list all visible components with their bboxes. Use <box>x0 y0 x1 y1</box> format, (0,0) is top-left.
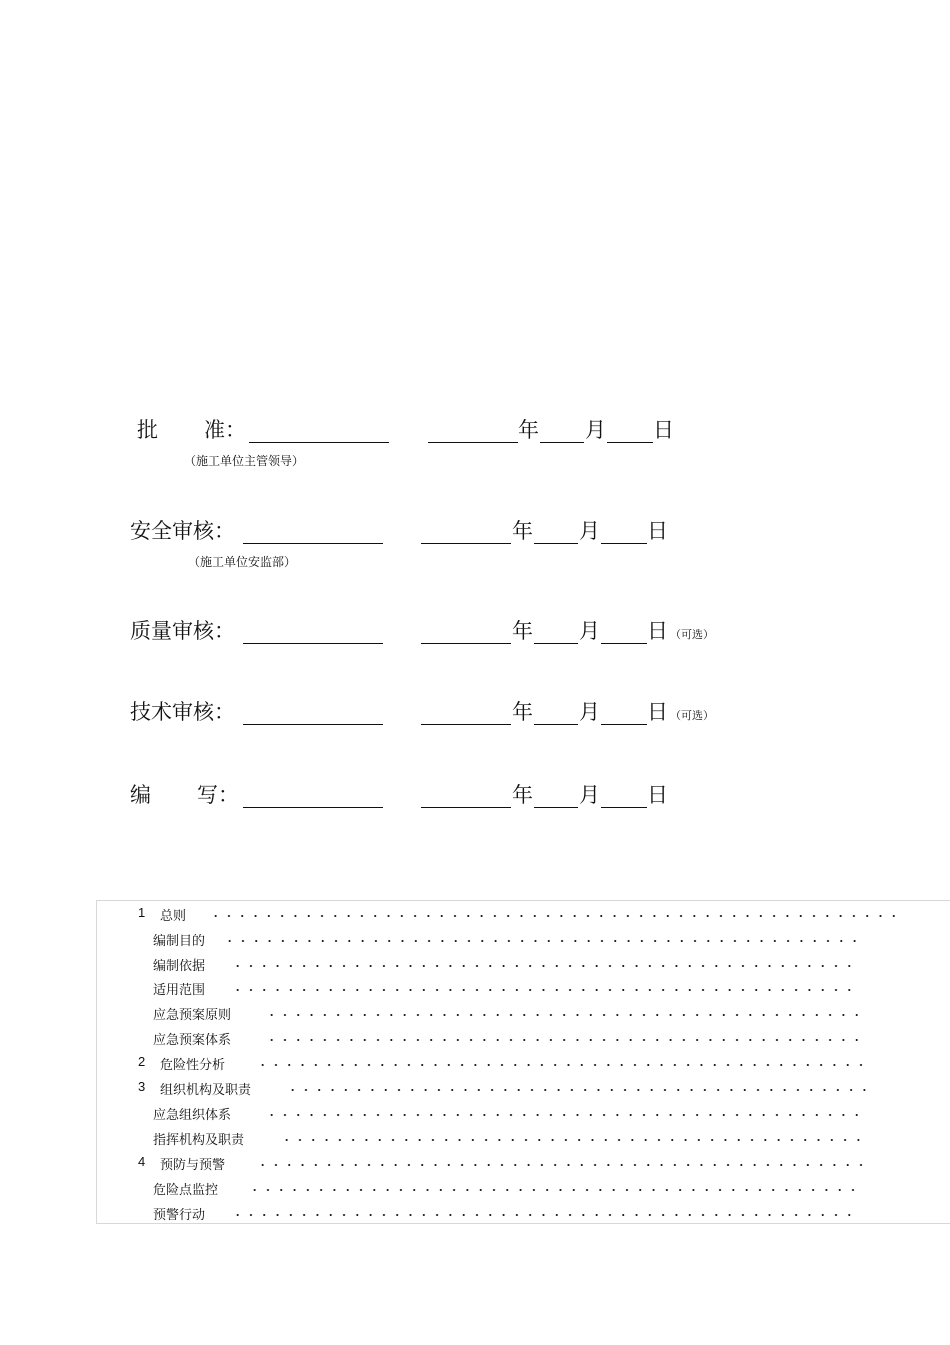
toc-entry-title: 组织机构及职责 <box>160 1083 252 1098</box>
toc-entry[interactable] <box>97 1102 950 1124</box>
toc-entry[interactable] <box>97 1177 950 1199</box>
day-label: 日 <box>647 619 668 643</box>
approve-sub-note: （施工单位主管领导） <box>184 454 305 468</box>
approve-month-field[interactable] <box>540 442 584 443</box>
safety-year-field[interactable] <box>421 543 511 544</box>
approve-label-char-2: 准 <box>204 418 225 442</box>
approval-row-technical <box>0 696 950 736</box>
toc-entry-title: 预防与预警 <box>160 1158 226 1173</box>
toc-leader-dots <box>248 1189 857 1191</box>
author-day-field[interactable] <box>601 807 647 808</box>
author-year-field[interactable] <box>421 807 511 808</box>
toc-entry-number: 1 <box>138 905 146 920</box>
safety-day-field[interactable] <box>601 543 647 544</box>
toc-entry[interactable] <box>97 1027 950 1049</box>
month-label: 月 <box>579 519 600 543</box>
toc-leader-dots <box>280 1139 862 1141</box>
author-signature-field[interactable] <box>243 807 383 808</box>
year-label: 年 <box>512 700 533 724</box>
approval-row-approve <box>0 414 950 454</box>
author-label-colon: ： <box>218 783 239 807</box>
toc-leader-dots <box>231 965 854 967</box>
approve-label-char-1: 批 <box>137 418 158 442</box>
quality-day-field[interactable] <box>601 643 647 644</box>
optional-note: （可选） <box>670 628 714 641</box>
day-label: 日 <box>647 700 668 724</box>
toc-leader-dots <box>265 1014 860 1016</box>
toc-leader-dots <box>223 940 858 942</box>
month-label: 月 <box>579 783 600 807</box>
toc-entry[interactable] <box>97 1127 950 1149</box>
toc-leader-dots <box>231 1214 854 1216</box>
month-label: 月 <box>585 418 606 442</box>
approval-row-quality <box>0 615 950 655</box>
technical-year-field[interactable] <box>421 724 511 725</box>
technical-day-field[interactable] <box>601 724 647 725</box>
author-label-char-2: 写 <box>197 783 218 807</box>
approval-row-author <box>0 779 950 819</box>
day-label: 日 <box>647 783 668 807</box>
year-label: 年 <box>512 519 533 543</box>
year-label: 年 <box>512 619 533 643</box>
toc-entry[interactable] <box>97 903 950 925</box>
approval-row-safety <box>0 515 950 555</box>
day-label: 日 <box>653 418 674 442</box>
toc-entry[interactable] <box>97 1152 950 1174</box>
toc-leader-dots <box>265 1114 860 1116</box>
toc-leader-dots <box>231 989 854 991</box>
toc-entry-title: 编制依据 <box>153 959 206 974</box>
toc-entry-title: 应急组织体系 <box>153 1108 232 1123</box>
toc-entry-number: 4 <box>138 1154 146 1169</box>
safety-label: 安全审核： <box>130 519 235 543</box>
safety-signature-field[interactable] <box>243 543 383 544</box>
month-label: 月 <box>579 619 600 643</box>
safety-sub-note: （施工单位安监部） <box>188 555 297 569</box>
author-label-char-1: 编 <box>130 783 151 807</box>
technical-month-field[interactable] <box>534 724 578 725</box>
year-label: 年 <box>512 783 533 807</box>
month-label: 月 <box>579 700 600 724</box>
toc-entry-title: 应急预案体系 <box>153 1033 232 1048</box>
approve-year-field[interactable] <box>428 442 518 443</box>
toc-entry[interactable] <box>97 977 950 999</box>
table-of-contents <box>96 900 950 1224</box>
technical-signature-field[interactable] <box>243 724 383 725</box>
toc-leader-dots <box>265 1039 860 1041</box>
safety-month-field[interactable] <box>534 543 578 544</box>
toc-entry-title: 编制目的 <box>153 934 206 949</box>
approve-day-field[interactable] <box>607 442 653 443</box>
toc-entry-title: 总则 <box>160 909 187 924</box>
toc-entry-title: 适用范围 <box>153 983 206 998</box>
optional-note: （可选） <box>670 709 714 722</box>
toc-leader-dots <box>209 915 899 917</box>
toc-entry[interactable] <box>97 953 950 975</box>
quality-year-field[interactable] <box>421 643 511 644</box>
toc-entry[interactable] <box>97 1202 950 1224</box>
toc-entry-title: 危险点监控 <box>153 1183 219 1198</box>
author-month-field[interactable] <box>534 807 578 808</box>
toc-leader-dots <box>286 1089 868 1091</box>
toc-entry-title: 预警行动 <box>153 1208 206 1223</box>
year-label: 年 <box>518 418 539 442</box>
toc-entry-number: 2 <box>138 1054 146 1069</box>
quality-signature-field[interactable] <box>243 643 383 644</box>
toc-entry[interactable] <box>97 1002 950 1024</box>
toc-entry-number: 3 <box>138 1079 146 1094</box>
toc-entry[interactable] <box>97 928 950 950</box>
quality-month-field[interactable] <box>534 643 578 644</box>
toc-entry-title: 危险性分析 <box>160 1058 226 1073</box>
toc-entry[interactable] <box>97 1052 950 1074</box>
approve-signature-field[interactable] <box>249 442 389 443</box>
toc-entry-title: 应急预案原则 <box>153 1008 232 1023</box>
toc-leader-dots <box>256 1164 865 1166</box>
approve-label-colon: ： <box>225 418 246 442</box>
quality-label: 质量审核： <box>130 619 235 643</box>
technical-label: 技术审核： <box>130 700 235 724</box>
day-label: 日 <box>647 519 668 543</box>
toc-entry-title: 指挥机构及职责 <box>153 1133 245 1148</box>
toc-leader-dots <box>256 1064 865 1066</box>
toc-entry[interactable] <box>97 1077 950 1099</box>
